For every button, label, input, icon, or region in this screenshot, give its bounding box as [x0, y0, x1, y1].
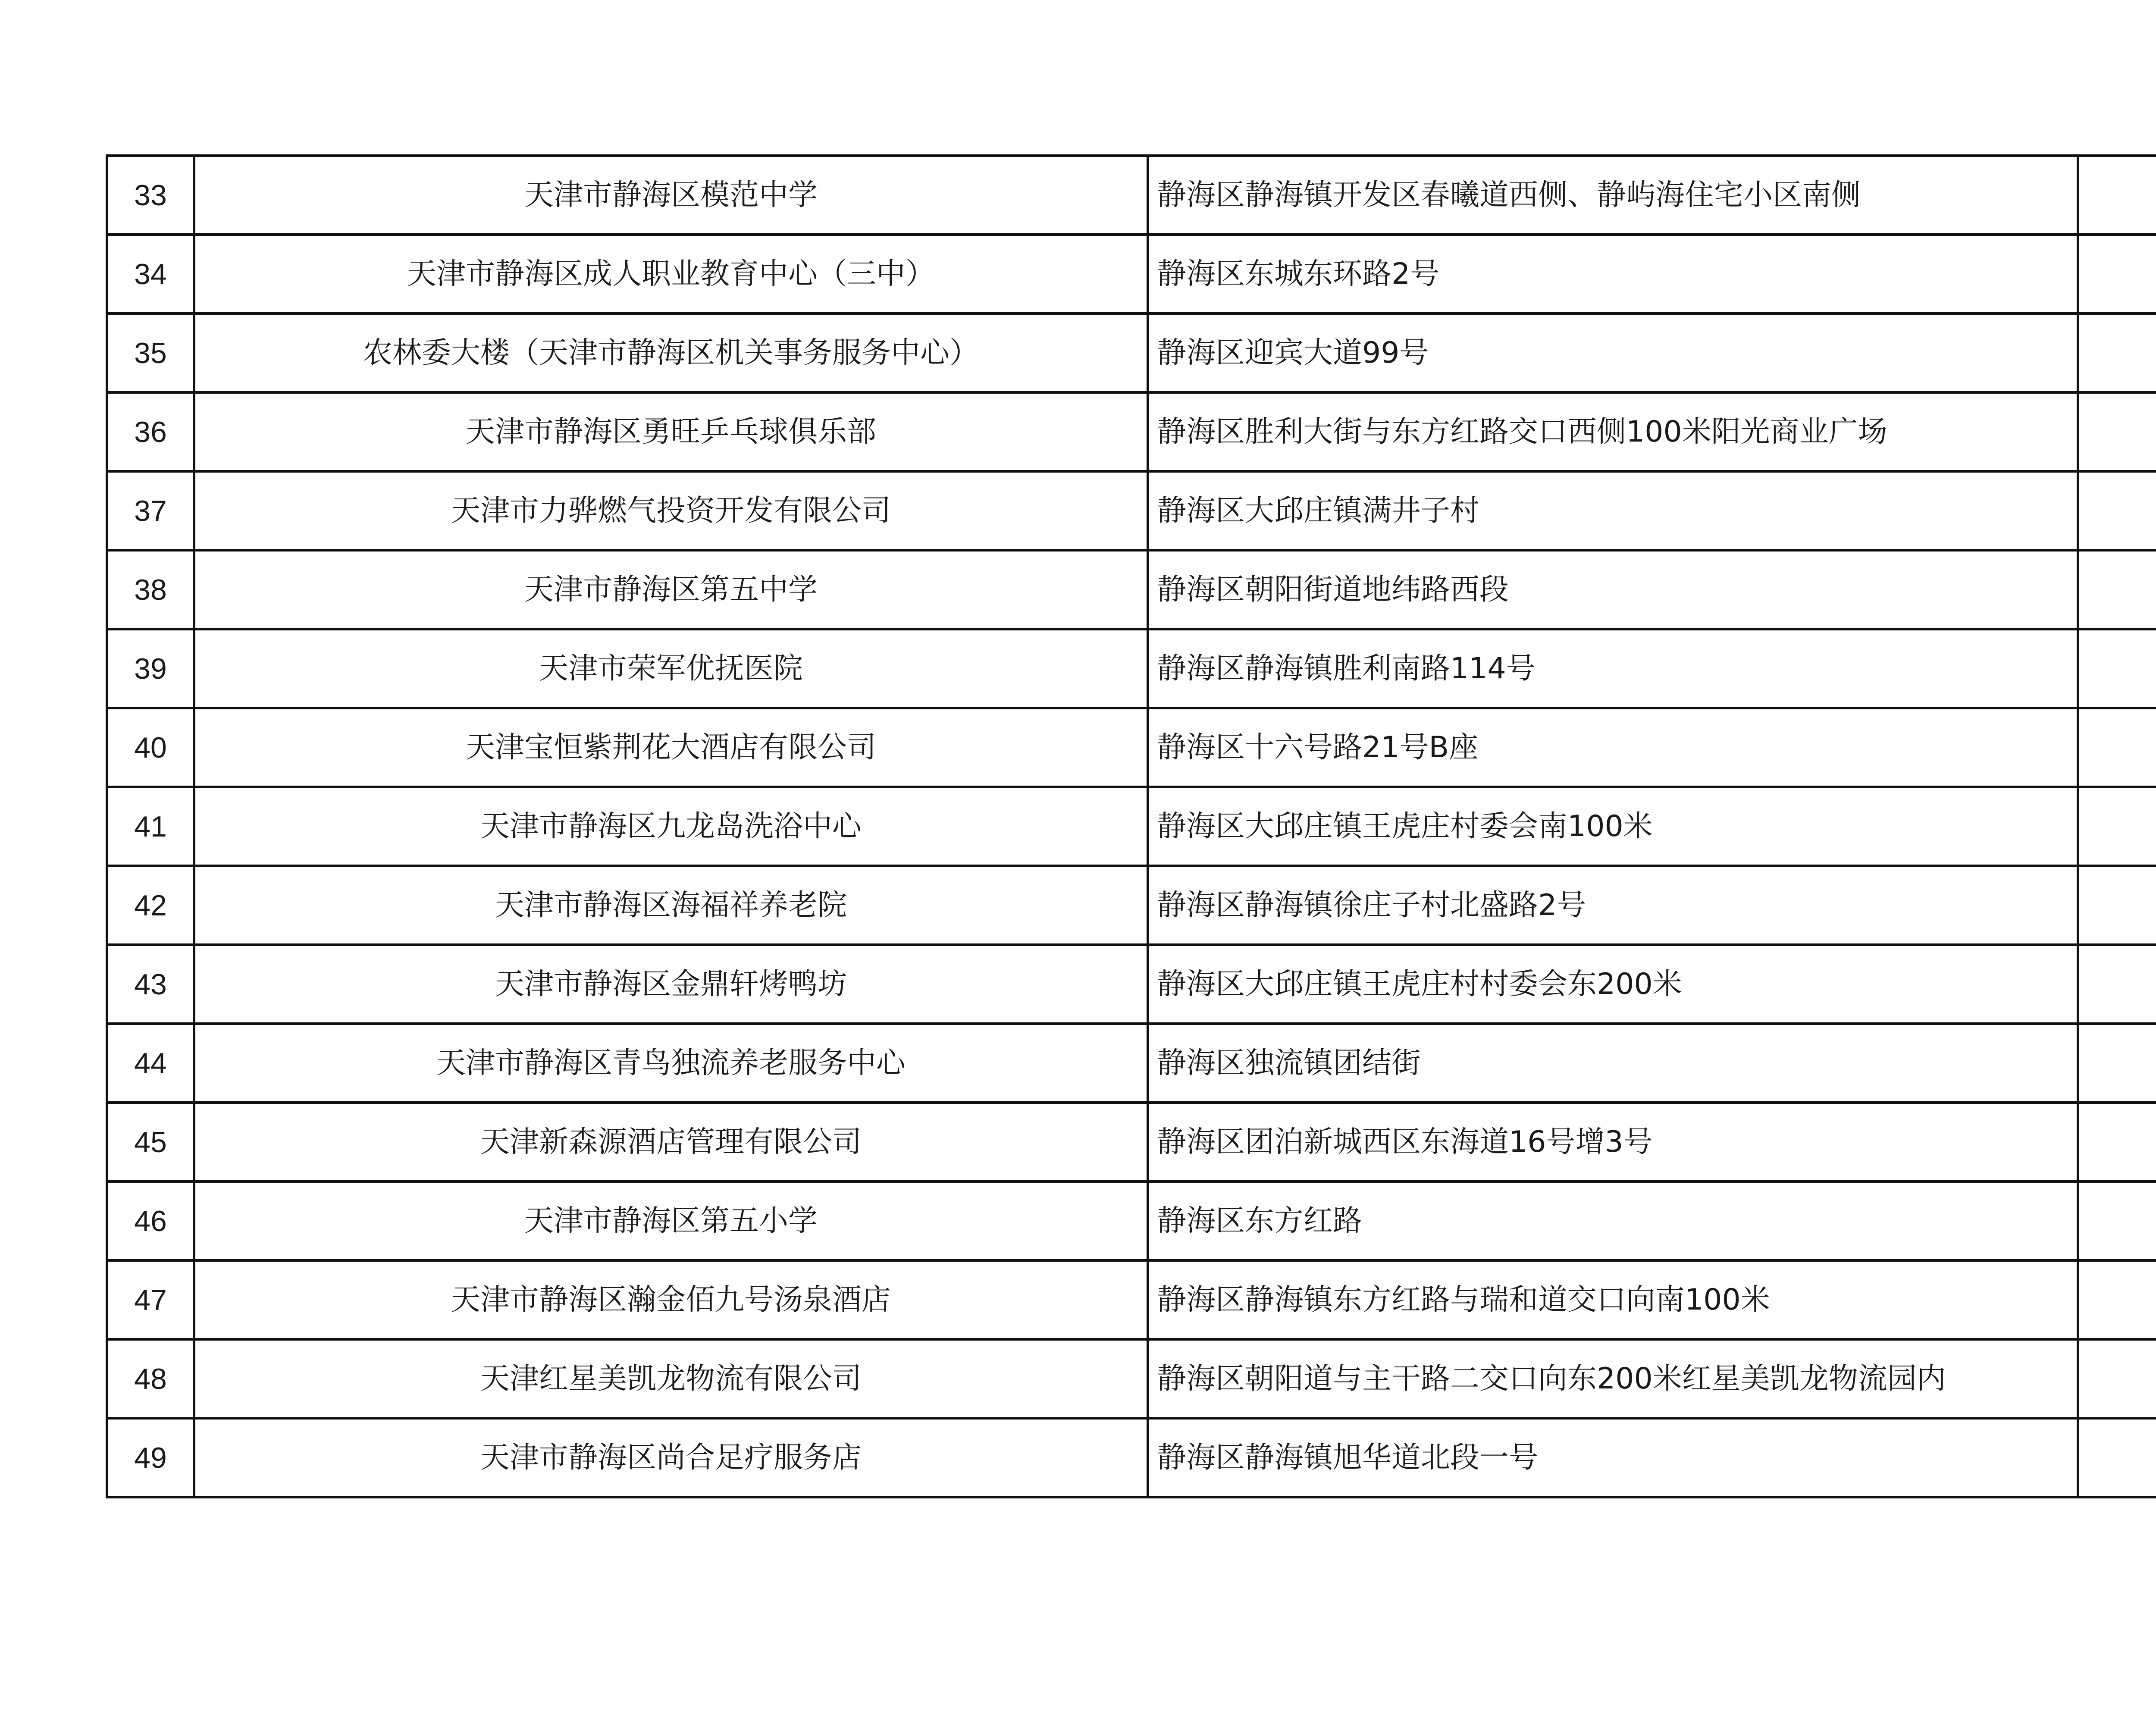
unit-address: 静海区独流镇团结街 [1148, 1024, 2078, 1103]
unit-name: 天津市荣军优抚医院 [194, 629, 1148, 708]
unit-address: 静海区静海镇开发区春曦道西侧、静屿海住宅小区南侧 [1148, 156, 2078, 235]
inspection-result [2078, 1339, 2156, 1418]
unit-name: 天津市静海区模范中学 [194, 156, 1148, 235]
unit-address: 静海区静海镇胜利南路114号 [1148, 629, 2078, 708]
inspection-result [2078, 471, 2156, 550]
inspection-result [2078, 708, 2156, 787]
table-row [107, 629, 2156, 708]
table-row [107, 550, 2156, 629]
unit-address: 静海区大邱庄镇王虎庄村委会南100米 [1148, 787, 2078, 866]
row-number: 37 [107, 471, 194, 550]
inspection-result [2078, 1024, 2156, 1103]
row-number: 47 [107, 1260, 194, 1339]
unit-name: 天津市静海区九龙岛洗浴中心 [194, 787, 1148, 866]
unit-name: 天津市静海区金鼎轩烤鸭坊 [194, 945, 1148, 1024]
unit-address: 静海区大邱庄镇满井子村 [1148, 471, 2078, 550]
table-body [107, 156, 2156, 1497]
unit-name: 天津宝恒紫荆花大酒店有限公司 [194, 708, 1148, 787]
table-row [107, 1103, 2156, 1181]
inspection-result [2078, 550, 2156, 629]
table-row [107, 708, 2156, 787]
row-number: 38 [107, 550, 194, 629]
inspection-result [2078, 1181, 2156, 1260]
row-number: 49 [107, 1418, 194, 1497]
row-number: 33 [107, 156, 194, 235]
row-number: 44 [107, 1024, 194, 1103]
table-row [107, 471, 2156, 550]
row-number: 42 [107, 866, 194, 945]
unit-address: 静海区静海镇徐庄子村北盛路2号 [1148, 866, 2078, 945]
unit-address: 静海区静海镇旭华道北段一号 [1148, 1418, 2078, 1497]
table-row [107, 1024, 2156, 1103]
row-number: 45 [107, 1103, 194, 1181]
inspection-results-table [106, 154, 2156, 1498]
row-number: 36 [107, 392, 194, 471]
row-number: 43 [107, 945, 194, 1024]
table-row [107, 156, 2156, 235]
inspection-result [2078, 787, 2156, 866]
row-number: 41 [107, 787, 194, 866]
unit-name: 天津市静海区青鸟独流养老服务中心 [194, 1024, 1148, 1103]
row-number: 40 [107, 708, 194, 787]
unit-name: 天津市静海区第五小学 [194, 1181, 1148, 1260]
table-row [107, 1260, 2156, 1339]
row-number: 35 [107, 313, 194, 392]
inspection-result [2078, 866, 2156, 945]
inspection-result [2078, 313, 2156, 392]
inspection-result [2078, 1103, 2156, 1181]
inspection-result [2078, 1260, 2156, 1339]
table-row [107, 1418, 2156, 1497]
inspection-result [2078, 156, 2156, 235]
unit-address: 静海区东城东环路2号 [1148, 235, 2078, 313]
unit-address: 静海区胜利大街与东方红路交口西侧100米阳光商业广场 [1148, 392, 2078, 471]
row-number: 46 [107, 1181, 194, 1260]
unit-address: 静海区静海镇东方红路与瑞和道交口向南100米 [1148, 1260, 2078, 1339]
table-row [107, 787, 2156, 866]
table-row [107, 866, 2156, 945]
row-number: 48 [107, 1339, 194, 1418]
row-number: 34 [107, 235, 194, 313]
unit-address: 静海区东方红路 [1148, 1181, 2078, 1260]
unit-name: 天津市力骅燃气投资开发有限公司 [194, 471, 1148, 550]
unit-name: 天津市静海区海福祥养老院 [194, 866, 1148, 945]
unit-address: 静海区大邱庄镇王虎庄村村委会东200米 [1148, 945, 2078, 1024]
table-row [107, 392, 2156, 471]
unit-address: 静海区团泊新城西区东海道16号增3号 [1148, 1103, 2078, 1181]
inspection-result [2078, 392, 2156, 471]
unit-address: 静海区十六号路21号B座 [1148, 708, 2078, 787]
table-row [107, 1339, 2156, 1418]
unit-address: 静海区迎宾大道99号 [1148, 313, 2078, 392]
table-row [107, 313, 2156, 392]
unit-name: 天津市静海区瀚金佰九号汤泉酒店 [194, 1260, 1148, 1339]
unit-name: 天津市静海区尚合足疗服务店 [194, 1418, 1148, 1497]
unit-address: 静海区朝阳道与主干路二交口向东200米红星美凯龙物流园内 [1148, 1339, 2078, 1418]
table-row [107, 235, 2156, 313]
inspection-result [2078, 629, 2156, 708]
inspection-result [2078, 945, 2156, 1024]
inspection-result [2078, 1418, 2156, 1497]
unit-address: 静海区朝阳街道地纬路西段 [1148, 550, 2078, 629]
row-number: 39 [107, 629, 194, 708]
unit-name: 农林委大楼（天津市静海区机关事务服务中心） [194, 313, 1148, 392]
table-row [107, 945, 2156, 1024]
unit-name: 天津市静海区成人职业教育中心（三中） [194, 235, 1148, 313]
unit-name: 天津市静海区勇旺乒乓球俱乐部 [194, 392, 1148, 471]
inspection-result [2078, 235, 2156, 313]
unit-name: 天津市静海区第五中学 [194, 550, 1148, 629]
table-row [107, 1181, 2156, 1260]
unit-name: 天津红星美凯龙物流有限公司 [194, 1339, 1148, 1418]
unit-name: 天津新森源酒店管理有限公司 [194, 1103, 1148, 1181]
